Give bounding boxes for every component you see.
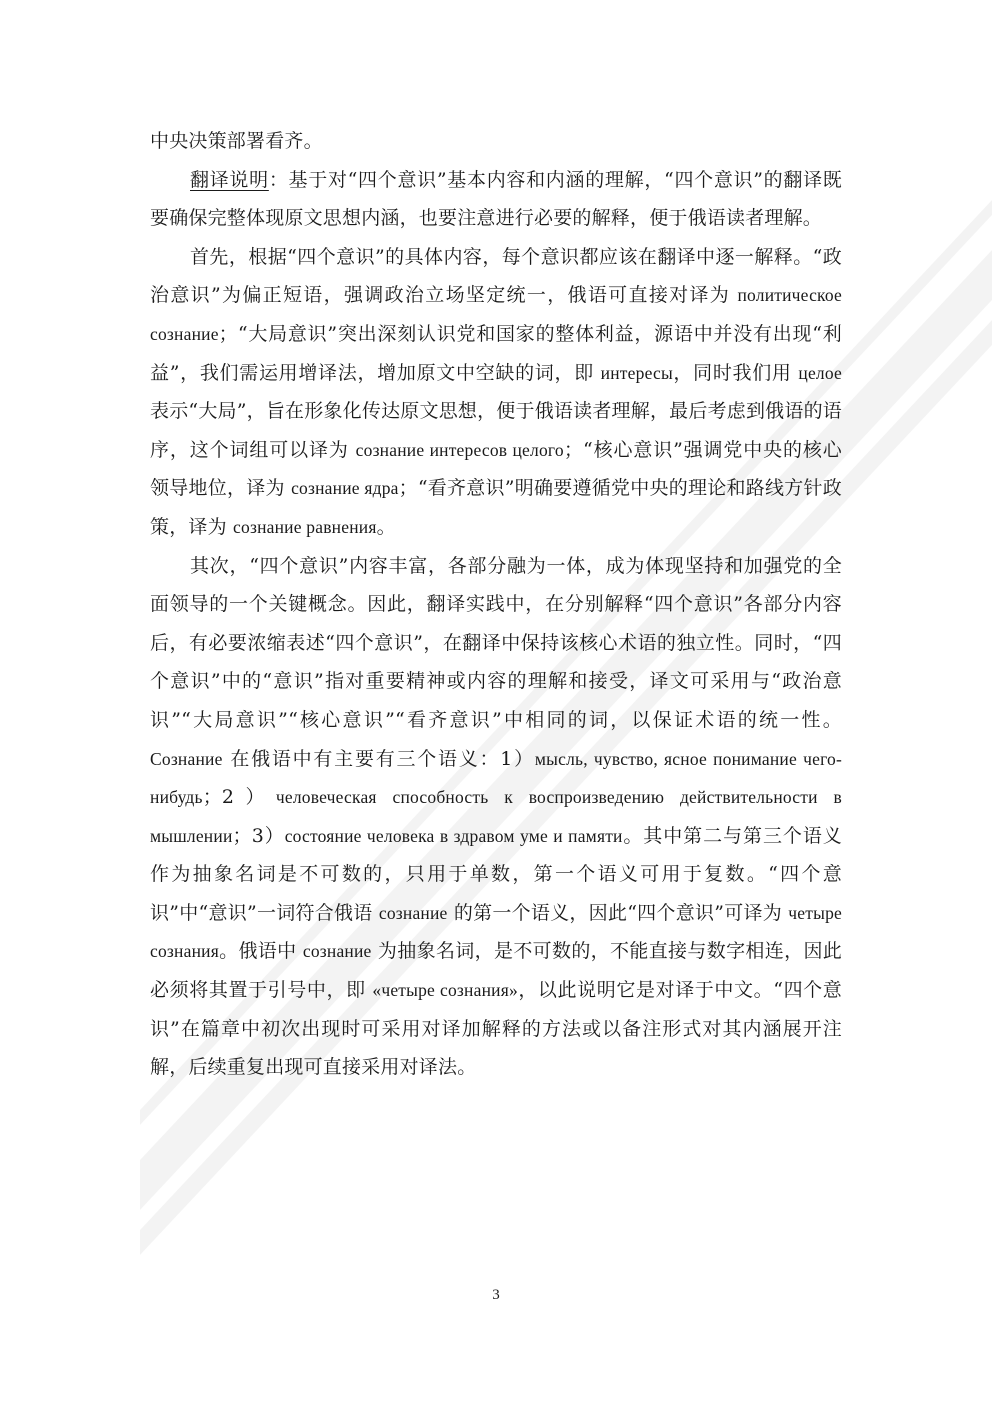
russian-term-alignment: сознание равнения (233, 516, 377, 537)
russian-term-whole: целое (798, 362, 842, 383)
translation-note-label: 翻译说明 (190, 168, 269, 191)
paragraph-second-text-h: 为抽象名词，是不可数的，不能直接与数字相连，因此必须将其置于引号中，即 (150, 940, 842, 1002)
russian-term-soznanie: Сознание (150, 748, 223, 769)
paragraph-first (150, 238, 842, 547)
paragraph-second-text-e: 。其中第二与第三个语义作为抽象名词是不可数的，只用于单数，第一个语义可用于复数。“四个意识”中“意识”一词符合俄语 (150, 824, 842, 924)
paragraph-second-text-d: ；3） (232, 824, 285, 847)
paragraph-first-text-b: ；“大局意识”突出深刻认识党和国家的整体利益，源语中并没有出现“利益”，我们需运用增译法，增加原文中空缺的词，即 (150, 322, 842, 384)
russian-term-four-consciousness-quoted: «четыре сознания» (372, 980, 518, 1001)
paragraph-translation-note (150, 161, 842, 238)
paragraph-first-text-d: 表示“大局”，旨在形象化传达原文思想，便于俄语读者理解，最后考虑到俄语的语序，这个词组可以译为 (150, 400, 842, 461)
paragraph-first-text-a: 首先，根据“四个意识”的具体内容，每个意识都应该在翻译中逐一解释。“政治意识”为偏正短语，强调政治立场坚定统一，俄语可直接对译为 (150, 245, 842, 307)
page-number: 3 (492, 1287, 500, 1303)
paragraph-1-text: 中央决策部署看齐。 (150, 130, 323, 152)
body-text (150, 122, 842, 1087)
russian-term-four-consciousness: четыре сознания (150, 902, 842, 962)
translation-note-text: ：基于对“四个意识”基本内容和内涵的理解，“四个意识”的翻译既要确保完整体现原文思想内涵，也要注意进行必要的解释，便于俄语读者理解。 (150, 168, 842, 230)
paragraph-second-text-g: 。俄语中 (218, 940, 303, 963)
russian-meaning-2: человеческая способность к воспроизведению действительности в мышлении (150, 787, 842, 846)
paragraph-first-text-e: ；“核心意识”强调党中央的核心领导地位，译为 (150, 438, 842, 500)
russian-meaning-1: мысль, чувство, ясное понимание чего-нибудь (150, 748, 842, 808)
russian-term-overall: сознание интересов целого (355, 439, 564, 460)
russian-term-political: политическое сознание (150, 285, 842, 344)
paragraph-first-text-g: 。 (376, 515, 396, 538)
paragraph-second (150, 547, 842, 1087)
paragraph-second-text-i: ，以此说明它是对译于中文。“四个意识”在篇章中初次出现时可采用对译加解释的方法或以备注形式对其内涵展开注解，后续重复出现可直接采用对译法。 (150, 979, 842, 1079)
russian-term-interests: интересы (600, 362, 673, 383)
paragraph-second-text-a: 其次，“四个意识”内容丰富，各部分融为一体，成为体现坚持和加强党的全面领导的一个关键概念。因此，翻译实践中，在分别解释“四个意识”各部分内容后，有必要浓缩表述“四个意识”，在翻译中保持该核心术语的独立性。同时，“四个意识”中的“意识”指对重要精神或内容的理解和接受，译文可采用与“政治意识”“大局意识”“核心意识”“看齐意识”中相同的词，以保证术语的统一性。 (150, 554, 842, 731)
russian-meaning-3: состояние человека в здравом уме и памяти (284, 825, 623, 846)
paragraph-first-text-c: ，同时我们用 (672, 361, 799, 384)
paragraph-second-text-b: 在俄语中有主要有三个语义：1） (222, 747, 535, 770)
russian-term-soznanie-2: сознание (378, 902, 448, 923)
paragraph-1 (150, 122, 842, 161)
paragraph-first-text-f: ；“看齐意识”明确要遵循党中央的理论和路线方针政策，译为 (150, 477, 842, 538)
russian-term-soznanie-3: сознание (302, 941, 372, 962)
paragraph-second-text-c: ；2） (202, 786, 276, 809)
paragraph-second-text-f: 的第一个语义，因此“四个意识”可译为 (447, 901, 789, 924)
russian-term-core: сознание ядра (291, 478, 399, 499)
